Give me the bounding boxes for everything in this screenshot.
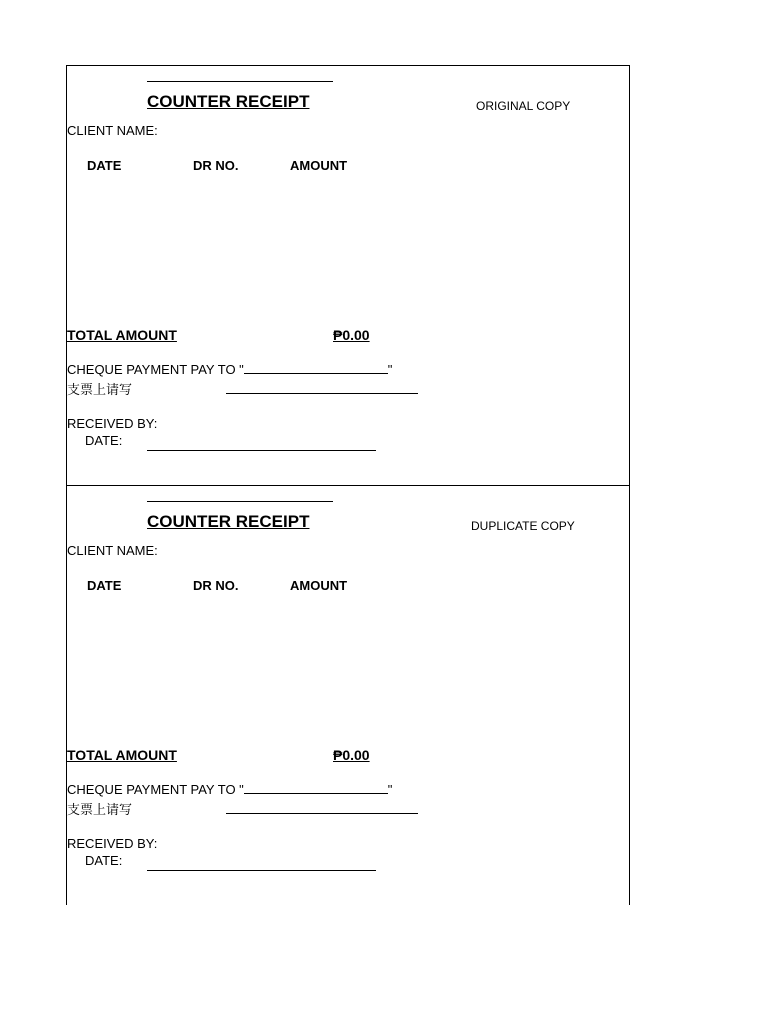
receipt-duplicate — [67, 486, 629, 905]
date-label: DATE: — [85, 433, 123, 448]
column-date: DATE — [87, 158, 122, 173]
column-dr-no: DR NO. — [193, 578, 239, 593]
payee-blank[interactable] — [244, 783, 388, 794]
client-name-label: CLIENT NAME: — [67, 123, 158, 138]
cheque-payment-line — [67, 782, 392, 797]
chinese-note-blank[interactable] — [226, 813, 418, 814]
chinese-note: 支票上请写 — [67, 382, 133, 397]
receipt-sheet — [66, 65, 630, 905]
title-top-line — [147, 81, 333, 82]
cheque-suffix: " — [387, 362, 393, 377]
chinese-note-blank[interactable] — [226, 393, 418, 394]
column-amount: AMOUNT — [290, 158, 348, 173]
receipt-original — [67, 66, 629, 486]
title-top-line — [147, 501, 333, 502]
client-name-label: CLIENT NAME: — [67, 543, 158, 558]
column-date: DATE — [87, 578, 122, 593]
cheque-suffix: " — [387, 782, 393, 797]
copy-label: DUPLICATE COPY — [471, 519, 575, 533]
cheque-prefix: CHEQUE PAYMENT PAY TO " — [67, 782, 244, 797]
total-amount-label: TOTAL AMOUNT — [67, 327, 177, 343]
column-dr-no: DR NO. — [193, 158, 239, 173]
received-by-label: RECEIVED BY: — [67, 416, 158, 431]
date-blank[interactable] — [147, 450, 376, 451]
total-amount-value: ₱0.00 — [333, 747, 370, 763]
date-blank[interactable] — [147, 870, 376, 871]
cheque-prefix: CHEQUE PAYMENT PAY TO " — [67, 362, 244, 377]
receipt-title: COUNTER RECEIPT — [147, 92, 310, 111]
receipt-title: COUNTER RECEIPT — [147, 512, 310, 531]
cheque-payment-line — [67, 362, 392, 377]
copy-label: ORIGINAL COPY — [476, 99, 571, 113]
column-amount: AMOUNT — [290, 578, 348, 593]
total-amount-label: TOTAL AMOUNT — [67, 747, 177, 763]
chinese-note: 支票上请写 — [67, 802, 133, 817]
payee-blank[interactable] — [244, 363, 388, 374]
total-amount-value: ₱0.00 — [333, 327, 370, 343]
date-label: DATE: — [85, 853, 123, 868]
received-by-label: RECEIVED BY: — [67, 836, 158, 851]
